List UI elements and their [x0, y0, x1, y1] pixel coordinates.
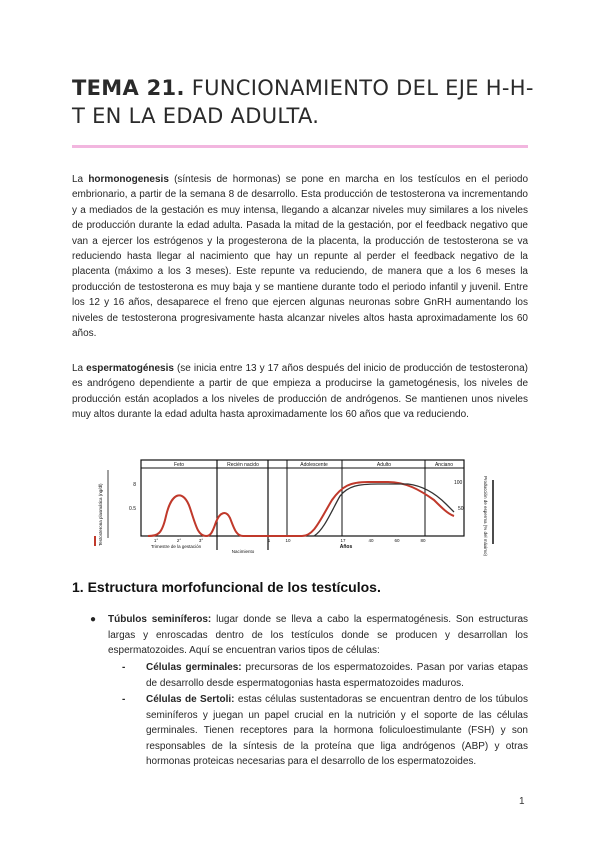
sperm-production-curve [314, 484, 454, 536]
period-label-anciano: Anciano [434, 462, 454, 468]
right-tick-high: 100 [454, 480, 463, 486]
x-label-birth: Nacimiento [231, 549, 255, 554]
x-tick-year-80: 80 [420, 538, 426, 543]
x-tick-trimester-3: 3° [198, 538, 204, 543]
title-text: FUNCIONAMIENTO DEL EJE H-H-T EN LA EDAD ADULTA. [72, 76, 534, 128]
x-tick-year-1: 1 [267, 538, 271, 543]
subitem-celulas-germinales: - Células germinales: precursoras de los espermatozoides. Pasan por varias etapas de desarrollo desde espermatogonias hasta espermatozoides maduros. [122, 662, 528, 689]
term-celulas-sertoli: Células de Sertoli: [146, 694, 235, 705]
x-label-gestation: Trimestre de la gestación [150, 544, 202, 549]
right-tick-low: 50 [458, 506, 464, 512]
period-label-recien-nacido: Recién nacido [227, 462, 259, 468]
period-label-adulto: Adulto [376, 462, 392, 468]
left-axis-label: Testosterona plasmática (ng/dl) [98, 483, 103, 546]
dash-icon: - [122, 662, 126, 673]
term-hormonogenesis: hormonogenesis [88, 174, 169, 185]
left-tick-high: 8 [133, 482, 136, 488]
bullet-tubulos-seminiferos: ● Túbulos seminíferos: lugar donde se lleva a cabo la espermatogénesis. Son estructuras largas y enroscadas dentro de los testículos donde se producen y desarrollan los espermatozoides. Aquí se encuentran varios tipos de células: [90, 614, 529, 656]
term-tubulos: Túbulos seminíferos: [108, 614, 212, 625]
title-divider [72, 145, 528, 148]
section-heading: 1. Estructura morfofuncional de los testículos. [72, 579, 381, 595]
x-tick-year-17: 17 [340, 538, 346, 543]
dash-icon: - [122, 694, 126, 705]
period-label-feto: Feto [173, 462, 185, 468]
subitem-celulas-sertoli: - Células de Sertoli: estas células sustentadoras se encuentran dentro de los túbulos seminíferos y juegan un papel crucial en la nutrición y el soporte de las células germinales. Tienen receptores para la hormona foliculoestimulante (FSH) y son responsables de la síntesis de la proteína que liga andrógenos (ABP) y otras hormonas proteicas necesarias para el desarrollo de los espermatozoides. [122, 694, 528, 767]
term-espermatogenesis: espermatogénesis [86, 363, 174, 374]
x-label-years: Años [339, 544, 353, 550]
title-number: TEMA 21. [72, 76, 185, 100]
testosterone-curve [148, 482, 454, 536]
term-celulas-germinales: Células germinales: [146, 662, 242, 673]
x-tick-year-60: 60 [394, 538, 400, 543]
right-axis-label: Producción de esperma (% del máximo) [483, 476, 488, 556]
x-tick-year-40: 40 [368, 538, 374, 543]
period-label-adolescente: Adolescente [300, 462, 328, 468]
paragraph-espermatogenesis: La espermatogénesis (se inicia entre 13 y 17 años después del inicio de producción de testosterona) es andrógeno dependiente a partir de que empieza a producirse la gametogénesis, los niveles de producción están acoplados a los niveles de producción de andrógenos. Se mantienen unos niveles muy altos durante la edad adulta hasta aproximadamente los 60 años que va reduciendo. [72, 363, 528, 421]
paragraph-hormonogenesis: La hormonogenesis (síntesis de hormonas) se pone en marcha en los testículos en el periodo embrionario, a partir de la semana 8 de desarrollo. Esta producción de testosterona va incrementando y a mediados de la gestación es muy intensa, llegando a alcanzar niveles muy similares a los niveles de producción durante la edad adulta. Pasada la mitad de la gestación, por el feedback negativo que van a ejercer los estrógenos y la progesterona de la placenta, la producción de testosterona se va reduciendo hasta llegar al nacimiento que hay un repunte al perder el feedback negativo de la placenta (máximo a los 3 meses). Este repunte va reduciendo, de manera que a los 6 meses la producción de testosterona es muy baja y se mantiene durante todo el periodo infantil y juvenil. Entre los 12 y 16 años, desaparece el freno que ejercen algunas neuronas sobre GnRH aumentando los niveles de testosterona progresivamente hasta alcanzar niveles altos hasta aproximadamente los 60 años. [72, 174, 529, 340]
page-title [72, 74, 542, 130]
x-tick-year-10: 10 [285, 538, 291, 543]
left-tick-low: 0.5 [129, 506, 136, 512]
bullet-icon: ● [90, 614, 97, 625]
testosterone-sperm-figure [88, 456, 498, 556]
page-number: 1 [519, 796, 525, 807]
x-tick-trimester-1: 1° [153, 538, 159, 543]
x-tick-trimester-2: 2° [176, 538, 182, 543]
